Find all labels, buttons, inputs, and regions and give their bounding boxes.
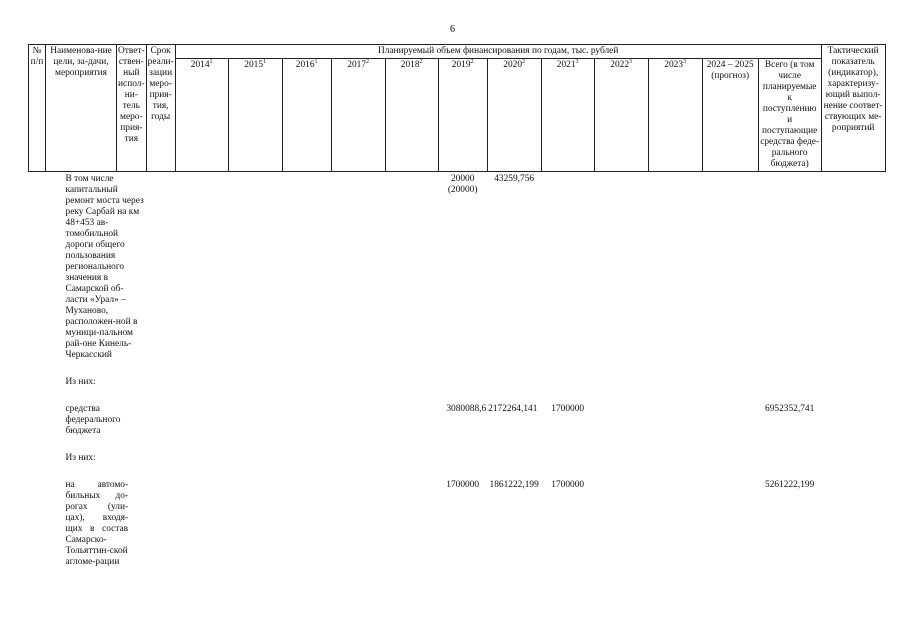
header-year: 2016$^1$ bbox=[282, 59, 331, 172]
row-bridge-text: В том числе капитальный ремонт моста через реку Сарбай на км 48+453 ав-томобильной дороги общего пользования регионального значения в Самарской об-ласти «Урал» – Муханово, расположен-ной в муници-пальном рай-оне Кинель-Черкасский bbox=[65, 174, 144, 360]
header-year: 2014$^1$ bbox=[175, 59, 228, 172]
header-year: 2021$^3$ bbox=[541, 59, 594, 172]
header-total: Всего (в том числе планируемые к поступлению и поступающие средства феде-рального бюджета) bbox=[758, 59, 821, 172]
row-bridge-2020: 43259,756 bbox=[494, 174, 535, 184]
row-agglo-2019: 1700000 bbox=[446, 480, 480, 490]
header-year: 2020$^2$ bbox=[487, 59, 541, 172]
header-indicator: Тактический показатель (индикатор), характеризу-ющий выпол-нение соответ-ствующих ме-роприятий bbox=[821, 45, 885, 172]
row-federal-2019: 3080088,6 bbox=[446, 404, 487, 414]
page-number: 6 bbox=[450, 24, 455, 35]
header-num: № п/п bbox=[29, 45, 46, 172]
row-agglo-2020: 1861222,199 bbox=[489, 480, 539, 490]
header-executor: Ответ-ствен-ный испол-ни-тель меро-прия-тия bbox=[117, 45, 147, 172]
table-row-iz-nih bbox=[29, 376, 886, 389]
financing-table bbox=[28, 44, 886, 569]
table-row-agglomeration bbox=[29, 479, 886, 569]
row-agglo-text: на автомо-бильных до-рогах (ули-цах), входя-щих в состав Самарско-Тольяттин-ской агломе-рации bbox=[65, 480, 129, 567]
row-bridge-2019: 20000 (20000) bbox=[447, 174, 478, 195]
row-federal-2020: 2172264,141 bbox=[488, 404, 538, 414]
header-row-top bbox=[29, 45, 886, 59]
header-forecast: 2024 – 2025 (прогноз) bbox=[702, 59, 758, 172]
table-row-federal bbox=[29, 403, 886, 438]
row-iz-nih-1: Из них: bbox=[65, 377, 96, 387]
row-federal-2021: 1700000 bbox=[551, 404, 585, 414]
header-year: 2023$^3$ bbox=[648, 59, 702, 172]
table-row-iz-nih bbox=[29, 452, 886, 465]
header-planned: Планируемый объем финансирования по годам, тыс. рублей bbox=[175, 45, 821, 59]
table-row-bridge bbox=[29, 172, 886, 363]
header-name: Наименова-ние цели, за-дачи, мероприятия bbox=[46, 45, 117, 172]
row-agglo-total: 5261222,199 bbox=[765, 480, 815, 490]
row-iz-nih-2: Из них: bbox=[65, 453, 96, 463]
header-year: 2017$^2$ bbox=[331, 59, 385, 172]
header-year: 2018$^2$ bbox=[385, 59, 438, 172]
header-year: 2022$^3$ bbox=[594, 59, 648, 172]
row-federal-total: 6952352,741 bbox=[765, 404, 815, 414]
header-year: 2019$^2$ bbox=[438, 59, 487, 172]
header-term: Срок реали-зации меро-прия-тия, годы bbox=[146, 45, 175, 172]
row-agglo-2021: 1700000 bbox=[551, 480, 585, 490]
row-federal-text: средства федерального бюджета bbox=[65, 404, 121, 436]
header-year: 2015$^1$ bbox=[228, 59, 282, 172]
